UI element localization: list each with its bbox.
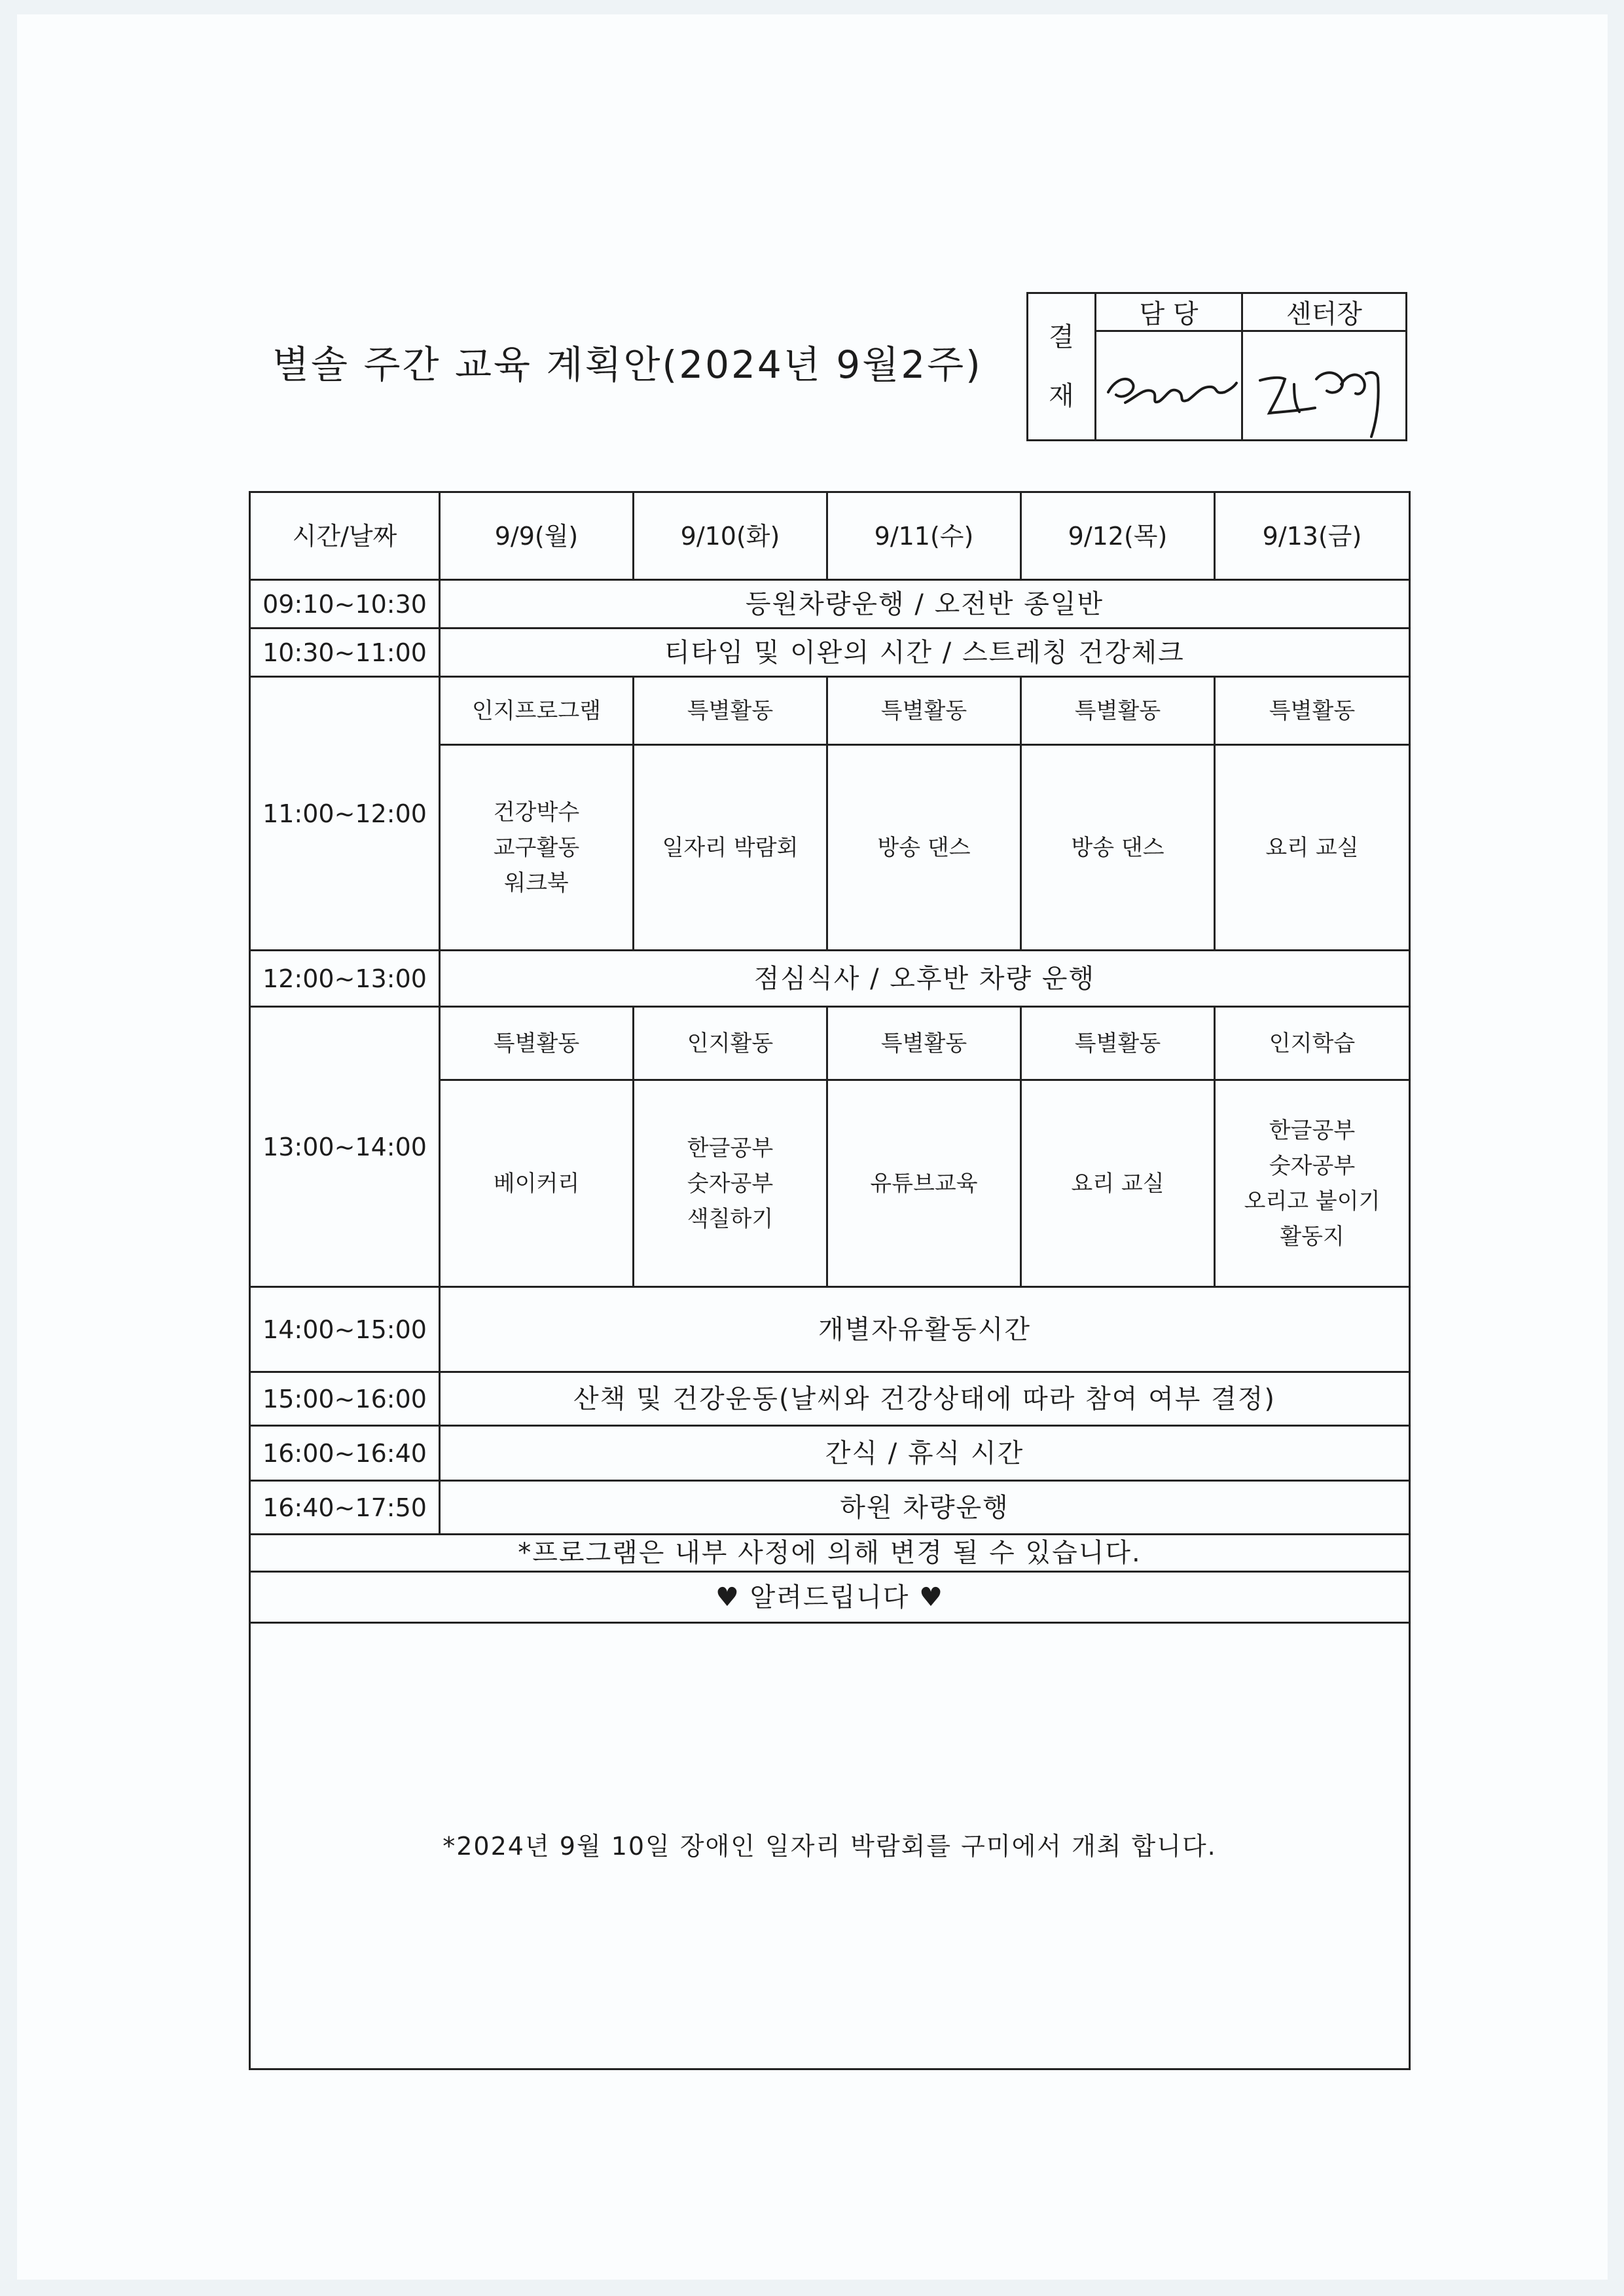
activity-line: 워크북 <box>504 869 569 896</box>
category-cell: 인지활동 <box>634 1007 827 1080</box>
notice-title: 알려드립니다 <box>749 1582 910 1613</box>
activity-line: 요리 교실 <box>1071 1170 1164 1197</box>
weekly-schedule-table <box>249 491 1411 2070</box>
category-cell: 특별활동 <box>440 1007 634 1080</box>
change-note: *프로그램은 내부 사정에 의해 변경 될 수 있습니다. <box>250 1535 1410 1572</box>
table-row <box>250 1007 1410 1080</box>
activity-line: 숫자공부 <box>687 1170 774 1197</box>
time-cell: 15:00~16:00 <box>250 1372 440 1426</box>
time-cell: 12:00~13:00 <box>250 951 440 1007</box>
approval-label <box>1028 294 1096 439</box>
activity-line: 요리 교실 <box>1265 834 1359 861</box>
table-row <box>250 1372 1410 1426</box>
activity-line: 방송 댄스 <box>877 834 971 861</box>
activity-cell <box>1021 745 1215 951</box>
header-mon: 9/9(월) <box>440 492 634 580</box>
notice-body: *2024년 9월 10일 장애인 일자리 박람회를 구미에서 개최 합니다. <box>250 1623 1410 2069</box>
time-cell: 11:00~12:00 <box>250 677 440 951</box>
table-row <box>250 1287 1410 1372</box>
time-cell: 13:00~14:00 <box>250 1007 440 1287</box>
document-title: 별솔 주간 교육 계획안(2024년 9월2주) <box>272 342 983 387</box>
category-cell: 인지프로그램 <box>440 677 634 745</box>
activity-line: 오리고 붙이기 <box>1244 1188 1380 1214</box>
activity-cell: 산책 및 건강운동(날씨와 건강상태에 따라 참여 여부 결정) <box>440 1372 1410 1426</box>
activity-line: 일자리 박람회 <box>662 834 799 861</box>
category-cell: 특별활동 <box>827 1007 1021 1080</box>
activity-cell: 점심식사 / 오후반 차량 운행 <box>440 951 1410 1007</box>
approval-header-director: 센터장 <box>1243 294 1405 332</box>
category-cell: 특별활동 <box>1021 1007 1215 1080</box>
time-cell: 09:10~10:30 <box>250 580 440 629</box>
activity-line: 활동지 <box>1280 1223 1344 1250</box>
time-cell: 16:40~17:50 <box>250 1481 440 1535</box>
table-row <box>250 677 1410 745</box>
director-signature <box>1243 332 1405 439</box>
category-cell: 특별활동 <box>827 677 1021 745</box>
activity-cell <box>634 745 827 951</box>
table-row <box>250 1623 1410 2069</box>
approval-label-top: 결 <box>1049 322 1074 352</box>
table-row <box>250 1481 1410 1535</box>
document-page <box>17 14 1608 2280</box>
table-row <box>250 1572 1410 1623</box>
header-time-date: 시간/날짜 <box>250 492 440 580</box>
activity-cell: 티타임 및 이완의 시간 / 스트레칭 건강체크 <box>440 629 1410 677</box>
category-cell: 특별활동 <box>1215 677 1410 745</box>
activity-line: 숫자공부 <box>1269 1152 1356 1179</box>
activity-cell <box>440 1080 634 1287</box>
activity-cell <box>827 745 1021 951</box>
activity-cell: 하원 차량운행 <box>440 1481 1410 1535</box>
activity-cell <box>1215 1080 1410 1287</box>
header-fri: 9/13(금) <box>1215 492 1410 580</box>
activity-cell <box>440 745 634 951</box>
table-row <box>250 629 1410 677</box>
activity-line: 교구활동 <box>493 834 580 861</box>
notice-header <box>250 1572 1410 1623</box>
time-cell: 10:30~11:00 <box>250 629 440 677</box>
category-cell: 인지학습 <box>1215 1007 1410 1080</box>
staff-signature <box>1096 332 1243 439</box>
activity-cell: 등원차량운행 / 오전반 종일반 <box>440 580 1410 629</box>
time-cell: 16:00~16:40 <box>250 1426 440 1481</box>
activity-cell: 간식 / 휴식 시간 <box>440 1426 1410 1481</box>
category-cell: 특별활동 <box>1021 677 1215 745</box>
approval-box <box>1026 292 1407 441</box>
activity-line: 건강박수 <box>493 799 580 826</box>
header-wed: 9/11(수) <box>827 492 1021 580</box>
heart-icon: ♥ <box>715 1582 740 1613</box>
header-tue: 9/10(화) <box>634 492 827 580</box>
approval-header-staff: 담 당 <box>1096 294 1243 332</box>
table-header-row <box>250 492 1410 580</box>
activity-cell <box>1021 1080 1215 1287</box>
activity-line: 색칠하기 <box>687 1205 774 1232</box>
time-cell: 14:00~15:00 <box>250 1287 440 1372</box>
activity-line: 한글공부 <box>1269 1117 1356 1144</box>
activity-line: 베이커리 <box>493 1170 580 1197</box>
activity-cell <box>827 1080 1021 1287</box>
activity-cell <box>634 1080 827 1287</box>
heart-icon: ♥ <box>919 1582 944 1613</box>
activity-line: 유튜브교육 <box>870 1170 978 1197</box>
table-row <box>250 1426 1410 1481</box>
activity-cell: 개별자유활동시간 <box>440 1287 1410 1372</box>
category-cell: 특별활동 <box>634 677 827 745</box>
table-row <box>250 1535 1410 1572</box>
table-row <box>250 951 1410 1007</box>
activity-line: 방송 댄스 <box>1071 834 1164 861</box>
activity-cell <box>1215 745 1410 951</box>
approval-label-bottom: 재 <box>1049 381 1074 411</box>
activity-line: 한글공부 <box>687 1135 774 1161</box>
table-row <box>250 580 1410 629</box>
header-thu: 9/12(목) <box>1021 492 1215 580</box>
